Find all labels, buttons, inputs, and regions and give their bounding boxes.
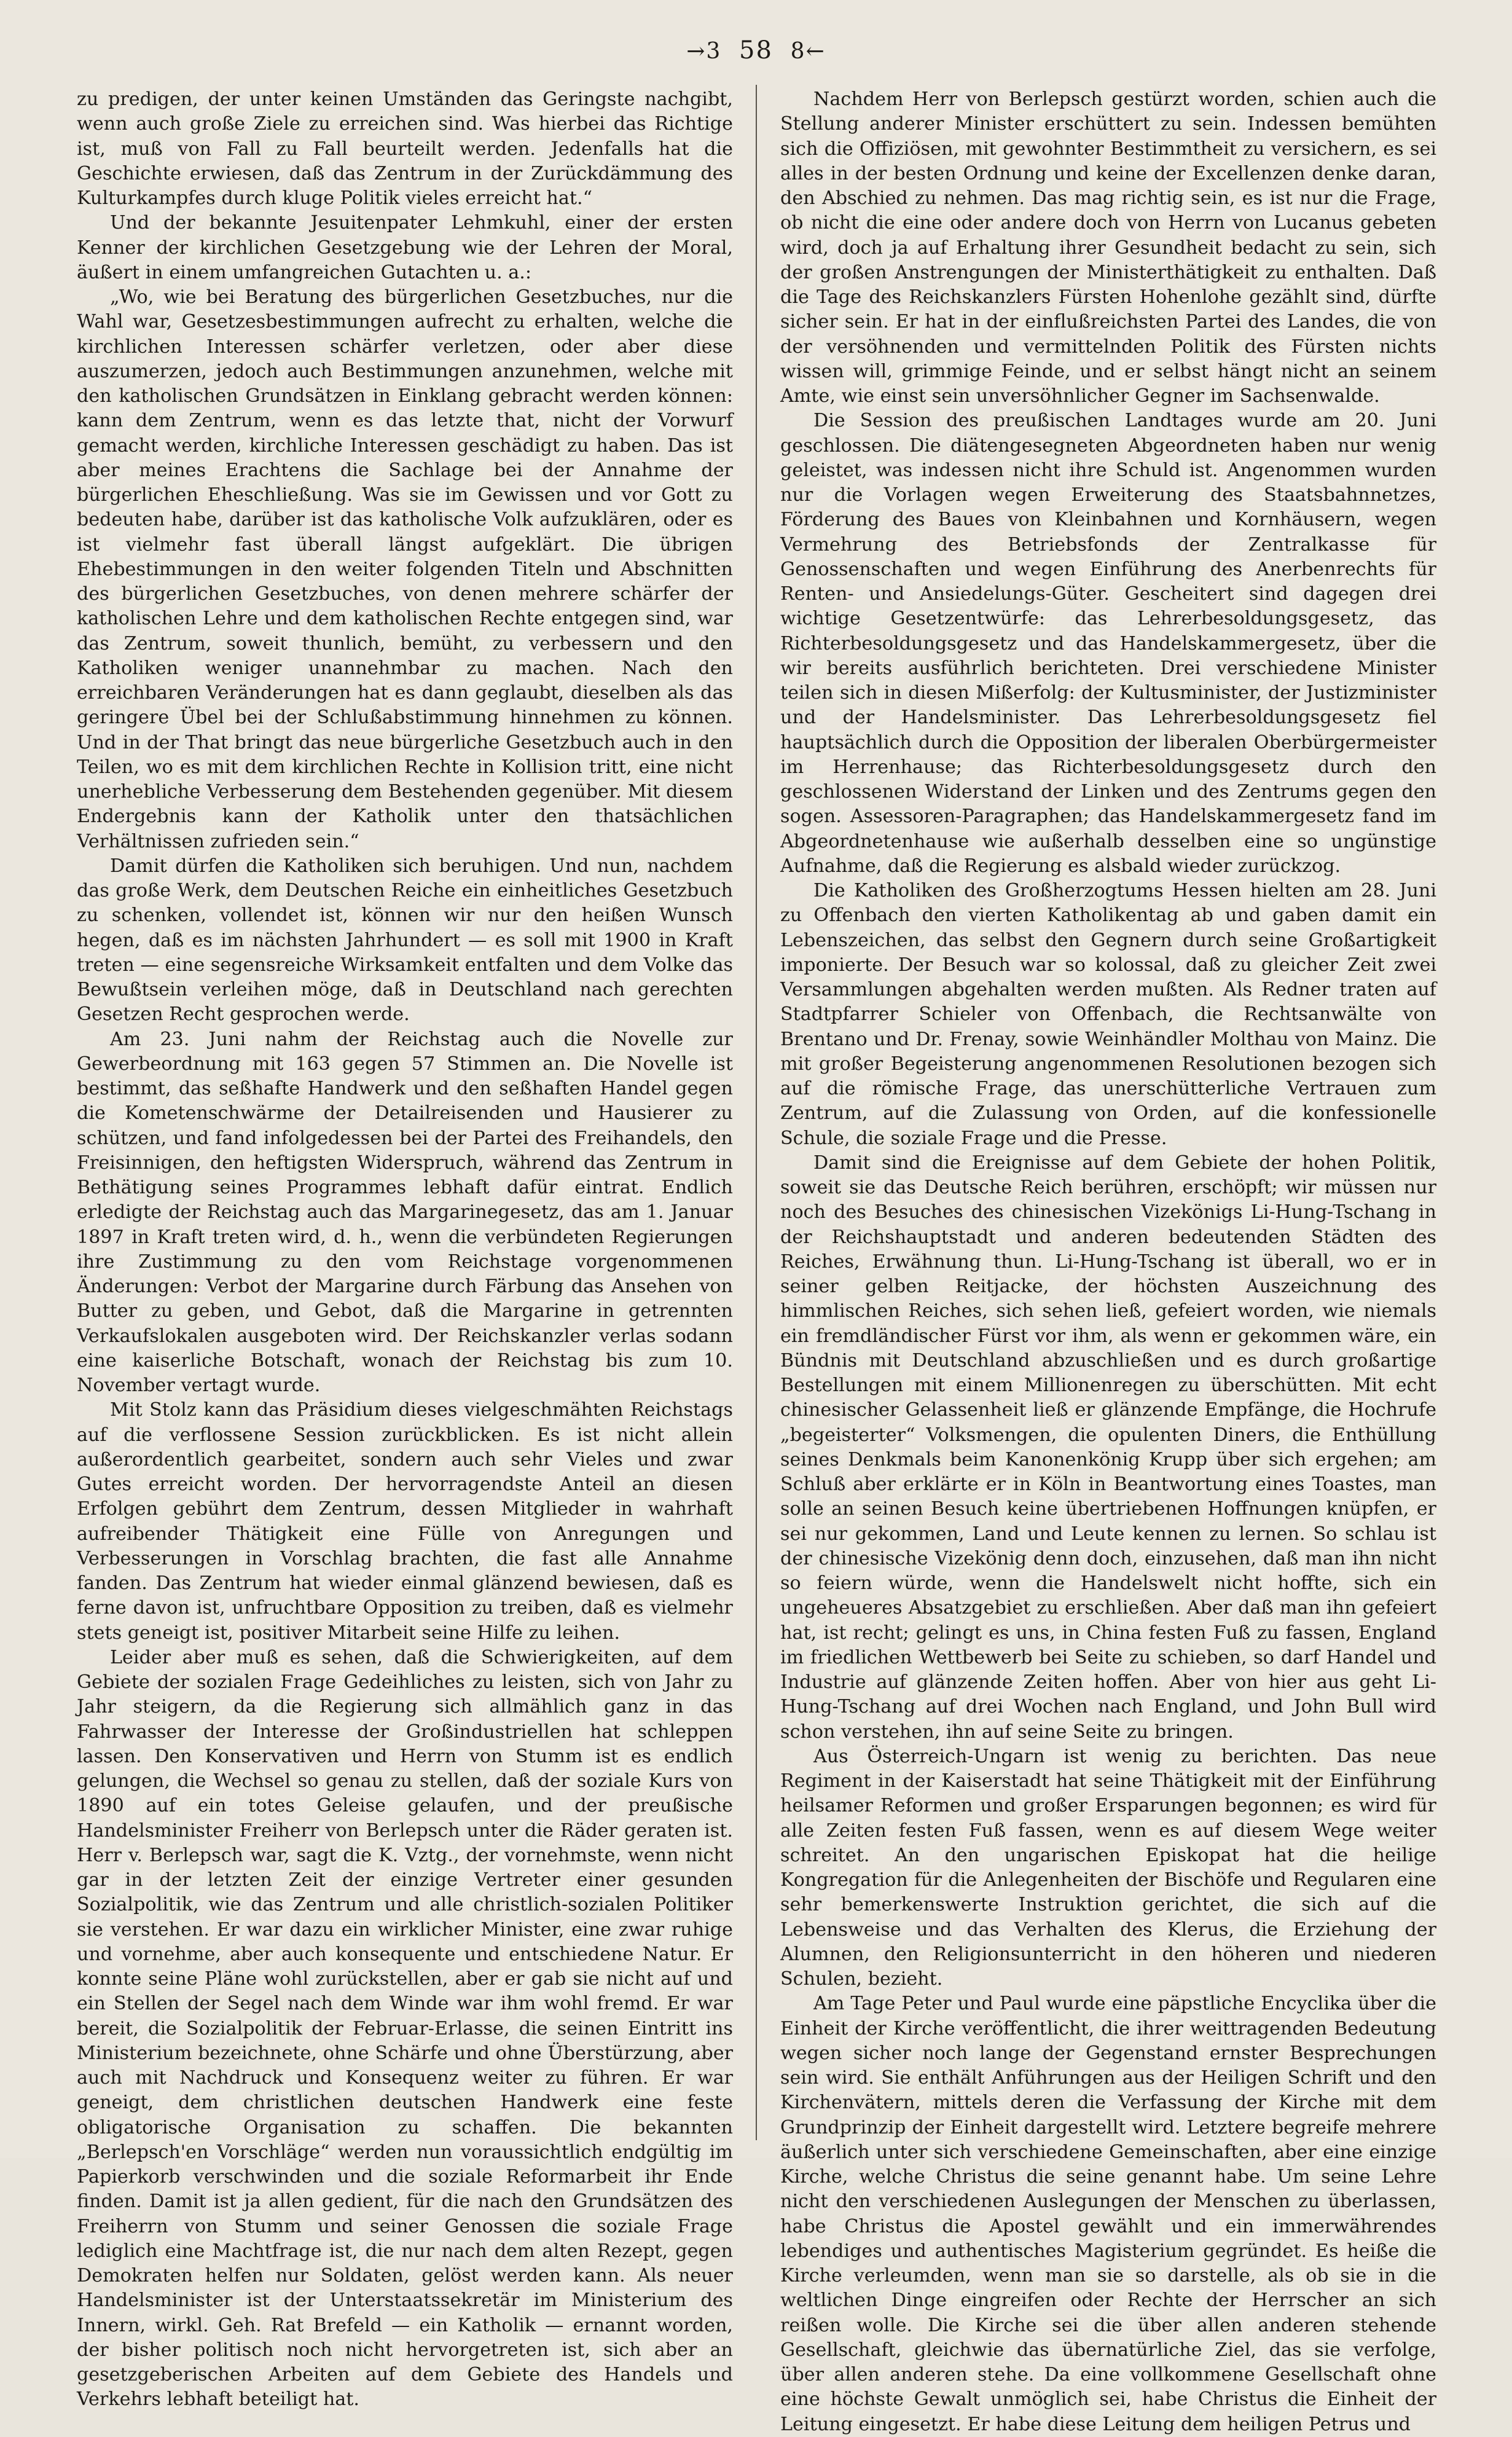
page-number: 58 bbox=[739, 36, 773, 65]
paragraph: Die Katholiken des Großherzogtums Hessen hielten am 28. Juni zu Offenbach den vierten Katholikentag ab und gaben damit ein Lebenszeichen, das selbst den Gegnern durch seine Großartigkeit imponierte. Der Besuch war so kolossal, daß zu gleicher Zeit zwei Versammlungen abgehalten werden mußten. Als Redner traten auf Stadtpfarrer Schieler von Offenbach, die Rechtsanwälte von Brentano und Dr. Frenay, sowie Weinhändler Molthau von Mainz. Die mit großer Begeisterung angenommenen Resolutionen bezogen sich auf die römische Frage, das unerschütterliche Vertrauen zum Zentrum, auf die Zulassung von Orden, auf die konfessionelle Schule, die soziale Frage und die Presse. bbox=[780, 880, 1436, 1149]
paragraph: „Wo, wie bei Beratung des bürgerlichen Gesetzbuches, nur die Wahl war, Gesetzesbestimmungen aufrecht zu erhalten, welche die kirchlichen Interessen schärfer verletzen, oder aber diese auszumerzen, jedoch auch Bestimmungen anzunehmen, welche mit den katholischen Grundsätzen in Einklang gebracht werden können: kann dem Zentrum, wenn es das letzte that, nicht der Vorwurf gemacht werden, kirchliche Interessen geschädigt zu haben. Das ist aber meines Erachtens die Sachlage bei der Annahme der bürgerlichen Eheschließung. Was sie im Gewissen und vor Gott zu bedeuten habe, darüber ist das katholische Volk aufzuklären, oder es ist vielmehr fast überall längst aufgeklärt. Die übrigen Ehebestimmungen in den weiter folgenden Titeln und Abschnitten des bürgerlichen Gesetzbuches, von denen mehrere schärfer der katholischen Lehre und dem katholischen Rechte entgegen sind, war das Zentrum, soweit thunlich, bemüht, zu verbessern und den Katholiken weniger unannehmbar zu machen. Nach den erreichbaren Veränderungen hat es dann geglaubt, dieselben als das geringere Übel bei der Schlußabstimmung hinnehmen zu können. Und in der That bringt das neue bürgerliche Gesetzbuch auch in den Teilen, wo es mit dem kirchlichen Rechte in Kollision tritt, eine nicht unerhebliche Verbesserung dem Bestehenden gegenüber. Mit diesem Endergebnis kann der Katholik unter den thatsächlichen Verhältnissen zufrieden sein.“ bbox=[77, 286, 733, 852]
paragraph: Damit dürfen die Katholiken sich beruhigen. Und nun, nachdem das große Werk, dem Deutschen Reiche ein einheitliches Gesetzbuch zu schenken, vollendet ist, können wir nur den heißen Wunsch hegen, daß es im nächsten Jahrhundert — es soll mit 1900 in Kraft treten — eine segensreiche Wirksamkeit entfalten und dem Volke das Bewußtsein verleihen möge, daß in Deutschland nach gerechten Gesetzen Recht gesprochen werde. bbox=[77, 855, 733, 1026]
paragraph: Aus Österreich-Ungarn ist wenig zu berichten. Das neue Regiment in der Kaiserstadt hat seine Thätigkeit mit der Einführung heilsamer Reformen und großer Ersparungen begonnen; es wird für alle Zeiten festen Fuß fassen, wenn es auf diesem Wege weiter schreitet. An den ungarischen Episkopat hat die heilige Kongregation für die Anlegenheiten der Bischöfe und Regularen eine sehr bemerkenswerte Instruktion gerichtet, die sich auf die Lebensweise und das Verhalten des Klerus, die Erziehung der Alumnen, den Religionsunterricht in den höheren und niederen Schulen, bezieht. bbox=[780, 1745, 1436, 1990]
paragraph: Nachdem Herr von Berlepsch gestürzt worden, schien auch die Stellung anderer Minister erschüttert zu sein. Indessen bemühten sich die Offiziösen, mit gewohnter Bestimmtheit zu versichern, es sei alles in der besten Ordnung und keine der Excellenzen denke daran, den Abschied zu nehmen. Das mag richtig sein, es ist nur die Frage, ob nicht die eine oder andere doch von Herrn von Lucanus gebeten wird, doch ja auf Erhaltung ihrer Gesundheit bedacht zu sein, sich der großen Anstrengungen der Ministerthätigkeit zu enthalten. Daß die Tage des Reichskanzlers Fürsten Hohenlohe gezählt sind, dürfte sicher sein. Er hat in der einflußreichsten Partei des Landes, die von der versöhnenden und vermittelnden Politik des Fürsten nichts wissen will, grimmige Feinde, und er selbst hängt nicht an seinem Amte, wie einst sein unversöhnlicher Gegner im Sachsenwalde. bbox=[780, 88, 1436, 407]
paragraph: Mit Stolz kann das Präsidium dieses vielgeschmähten Reichstags auf die verflossene Session zurückblicken. Es ist nicht allein außerordentlich gearbeitet, sondern auch sehr Vieles und zwar Gutes erreicht worden. Der hervorragendste Anteil an diesen Erfolgen gebührt dem Zentrum, dessen Mitglieder in wahrhaft aufreibender Thätigkeit eine Fülle von Anregungen und Verbesserungen in Vorschlag brachten, die fast alle Annahme fanden. Das Zentrum hat wieder einmal glänzend bewiesen, daß es ferne davon ist, unfruchtbare Opposition zu treiben, daß es vielmehr stets geneigt ist, positiver Mitarbeit seine Hilfe zu leihen. bbox=[77, 1399, 733, 1644]
paragraph: Am 23. Juni nahm der Reichstag auch die Novelle zur Gewerbeordnung mit 163 gegen 57 Stimmen an. Die Novelle ist bestimmt, das seßhafte Handwerk und den seßhaften Handel gegen die Kometenschwärme der Detailreisenden und Hausierer zu schützen, und fand infolgedessen bei der Partei des Freihandels, den Freisinnigen, den heftigsten Widerspruch, während das Zentrum in Bethätigung seines Programmes lebhaft dafür eintrat. Endlich erledigte der Reichstag auch das Margarinegesetz, das am 1. Januar 1897 in Kraft treten wird, d. h., wenn die verbündeten Regierungen ihre Zustimmung zu den vom Reichstage vorgenommenen Änderungen: Verbot der Margarine durch Färbung das Ansehen von Butter zu geben, und Gebot, daß die Margarine in getrennten Verkaufslokalen ausgeboten wird. Der Reichskanzler verlas sodann eine kaiserliche Botschaft, wonach der Reichstag bis zum 10. November vertagt wurde. bbox=[77, 1028, 733, 1396]
paragraph: zu predigen, der unter keinen Umständen das Geringste nachgibt, wenn auch große Ziele zu erreichen sind. Was hierbei das Richtige ist, muß von Fall zu Fall beurteilt werden. Jedenfalls hat die Geschichte erwiesen, daß das Zentrum in der Zurückdämmung des Kulturkampfes durch kluge Politik vieles erreicht hat.“ bbox=[77, 88, 733, 209]
column-divider bbox=[756, 85, 757, 2140]
paragraph: Leider aber muß es sehen, daß die Schwierigkeiten, auf dem Gebiete der sozialen Frage Gedeihliches zu leisten, sich von Jahr zu Jahr steigern, da die Regierung sich allmählich ganz in das Fahrwasser der Interesse der Großindustriellen hat schleppen lassen. Den Konservativen und Herrn von Stumm ist es endlich gelungen, die Wechsel so genau zu stellen, daß der soziale Kurs von 1890 auf ein totes Geleise gelaufen, und der preußische Handelsminister Freiherr von Berlepsch unter die Räder geraten ist. Herr v. Berlepsch war, sagt die K. Vztg., der vornehmste, wenn nicht gar in der letzten Zeit der einzige Vertreter einer gesunden Sozialpolitik, wie das Zentrum und alle christlich-sozialen Politiker sie verstehen. Er war dazu ein wirklicher Minister, eine zwar ruhige und vornehme, aber auch konsequente und entschiedene Natur. Er konnte seine Pläne wohl zurückstellen, aber er gab sie nicht auf und ein Stellen der Segel nach dem Winde war ihm wohl fremd. Er war bereit, die Sozialpolitik der Februar-Erlasse, die seinen Eintritt ins Ministerium bezeichnete, ohne Schärfe und ohne Überstürzung, aber auch mit Nachdruck und Konsequenz weiter zu führen. Er war geneigt, dem christlichen deutschen Handwerk eine feste obligatorische Organisation zu schaffen. Die bekannten „Berlepsch'en Vorschläge“ werden nun voraussichtlich endgültig im Papierkorb verschwinden und die soziale Reformarbeit ihr Ende finden. Damit ist ja allen gedient, für die nach den Grundsätzen des Freiherrn von Stumm und seiner Genossen die soziale Frage lediglich eine Machtfrage ist, die nur nach dem alten Rezept, gegen Demokraten helfen nur Soldaten, gelöst werden kann. Als neuer Handelsminister ist der Unterstaatssekretär im Ministerium des Innern, wirkl. Geh. Rat Brefeld — ein Katholik — ernannt worden, der bisher politisch noch nicht hervorgetreten ist, sich aber an gesetzgeberischen Arbeiten auf dem Gebiete des Handels und Verkehrs lebhaft beteiligt hat. bbox=[77, 1646, 733, 2411]
left-column bbox=[77, 87, 733, 2411]
paragraph: Die Session des preußischen Landtages wurde am 20. Juni geschlossen. Die diätengesegneten Abgeordneten haben nur wenig geleistet, was indessen nicht ihre Schuld ist. Angenommen wurden nur die Vorlagen wegen Erweiterung des Staatsbahnnetzes, Förderung des Baues von Kleinbahnen und Kornhäusern, wegen Vermehrung des Betriebsfonds der Zentralkasse für Genossenschaften und wegen Einführung des Anerbenrechts für Renten- und Ansiedelungs-Güter. Gescheitert sind dagegen drei wichtige Gesetzentwürfe: das Lehrerbesoldungsgesetz, das Richterbesoldungsgesetz und das Handelskammergesetz, über die wir bereits ausführlich berichteten. Drei verschiedene Minister teilen sich in diesen Mißerfolg: der Kultusminister, der Justizminister und der Handelsminister. Das Lehrerbesoldungsgesetz fiel hauptsächlich durch die Opposition der liberalen Oberbürgermeister im Herrenhause; das Richterbesoldungsgesetz durch den geschlossenen Widerstand der Linken und des Zentrums gegen den sogen. Assessoren-Paragraphen; das Handelskammergesetz fand im Abgeordnetenhause wie außerhalb desselben eine so ungünstige Aufnahme, daß die Regierung es alsbald wieder zurückzog. bbox=[780, 410, 1436, 877]
paragraph: Am Tage Peter und Paul wurde eine päpstliche Encyclika über die Einheit der Kirche veröffentlicht, die ihrer weittragenden Bedeutung wegen sicher noch lange der Gegenstand ernster Besprechungen sein wird. Sie enthält Anführungen aus der Heiligen Schrift und den Kirchenvätern, mittels deren die Verfassung der Kirche mit dem Grundprinzip der Einheit dargestellt wird. Letztere begreife mehrere äußerlich unter sich verschiedene Gemeinschaften, aber eine einzige Kirche, welche Christus die seine genannt habe. Um seine Lehre nicht den verschiedenen Auslegungen der Menschen zu überlassen, habe Christus die Apostel gewählt und ein immerwährendes lebendiges und authentisches Magisterium gegründet. Es heiße die Kirche verleumden, wenn man sie so darstelle, als ob sie in die weltlichen Dinge eingreifen oder Rechte der Herrscher an sich reißen wolle. Die Kirche sei die über allen anderen stehende Gesellschaft, gleichwie das übernatürliche Ziel, das sie verfolge, über allen anderen stehe. Da eine vollkommene Gesellschaft ohne eine höchste Gewalt unmöglich sei, habe Christus die Einheit der Leitung eingesetzt. Er habe diese Leitung dem heiligen Petrus und bbox=[780, 1993, 1436, 2435]
page-header bbox=[0, 36, 1512, 66]
ornament-left: →3 bbox=[686, 39, 722, 64]
ornament-right: 8← bbox=[790, 39, 826, 64]
paragraph: Damit sind die Ereignisse auf dem Gebiete der hohen Politik, soweit sie das Deutsche Reich berühren, erschöpft; wir müssen nur noch des Besuches des chinesischen Vizekönigs Li-Hung-Tschang in der Reichshauptstadt und anderen bedeutenden Städten des Reiches, Erwähnung thun. Li-Hung-Tschang ist überall, wo er in seiner gelben Reitjacke, der höchsten Auszeichnung des himmlischen Reiches, sich sehen ließ, gefeiert worden, wie niemals ein fremdländischer Fürst vor ihm, als wenn er gekommen wäre, ein Bündnis mit Deutschland abzuschließen und es durch großartige Bestellungen mit einem Millionenregen zu überschütten. Mit echt chinesischer Gelassenheit ließ er glänzende Empfänge, die Hochrufe „begeisterter“ Volksmengen, die opulenten Diners, die Enthüllung seines Denkmals beim Kanonenkönig Krupp über sich ergehen; am Schluß aber erklärte er in Köln in Beantwortung eines Toastes, man solle an seinen Besuch keine übertriebenen Hoffnungen knüpfen, er sei nur gekommen, Land und Leute kennen zu lernen. So schlau ist der chinesische Vizekönig denn doch, einzusehen, daß man ihn nicht so feiern würde, wenn die Handelswelt nicht hoffte, sich ein ungeheueres Absatzgebiet zu erschließen. Aber daß man ihn gefeiert hat, ist recht; gelingt es uns, in China festen Fuß zu fassen, England im friedlichen Wettbewerb bei Seite zu schieben, so darf Handel und Industrie auf glänzende Zeiten hoffen. Aber von hier aus geht Li-Hung-Tschang auf drei Wochen nach England, und John Bull wird schon verstehen, ihn auf seine Seite zu bringen. bbox=[780, 1152, 1436, 1743]
right-column bbox=[780, 87, 1436, 2435]
paragraph: Und der bekannte Jesuitenpater Lehmkuhl, einer der ersten Kenner der kirchlichen Gesetzgebung wie der Lehren der Moral, äußert in einem umfangreichen Gutachten u. a.: bbox=[77, 212, 733, 283]
